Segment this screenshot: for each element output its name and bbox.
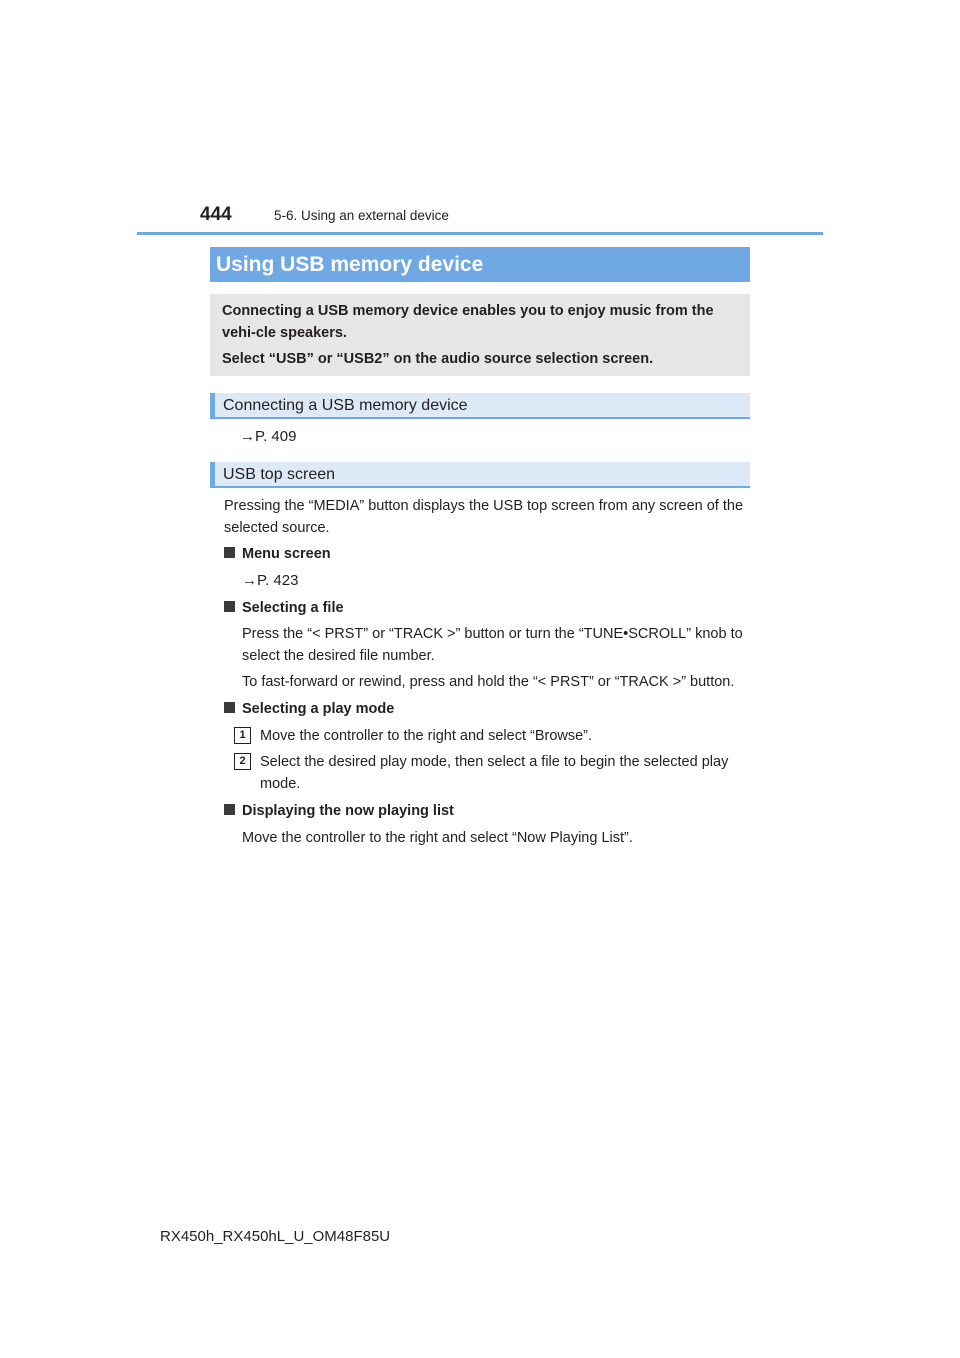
play-mode-heading: Selecting a play mode bbox=[224, 698, 394, 720]
square-bullet-icon bbox=[224, 601, 235, 612]
subsection-heading-connecting: Connecting a USB memory device bbox=[210, 393, 750, 419]
square-bullet-icon bbox=[224, 804, 235, 815]
footer-model-code: RX450h_RX450hL_U_OM48F85U bbox=[160, 1228, 391, 1245]
play-mode-step-1: Move the controller to the right and select “Browse”. bbox=[260, 728, 593, 744]
intro-text-2: Select “USB” or “USB2” on the audio source selection screen. bbox=[222, 351, 654, 367]
step-number-2: 2 bbox=[234, 753, 251, 770]
menu-screen-page-ref[interactable]: →P. 423 bbox=[242, 572, 299, 589]
now-playing-heading: Displaying the now playing list bbox=[224, 800, 454, 822]
usb-top-description: Pressing the “MEDIA” button displays the USB top screen from any screen of the selected source. bbox=[224, 498, 744, 536]
play-mode-step-2: Select the desired play mode, then select a file to begin the selected play mode. bbox=[260, 754, 729, 792]
page-number: 444 bbox=[200, 204, 232, 225]
header-divider bbox=[137, 232, 823, 235]
selecting-file-heading: Selecting a file bbox=[224, 597, 344, 619]
fast-forward-text: To fast-forward or rewind, press and hold the “< PRST” or “TRACK >” button. bbox=[242, 674, 735, 690]
selecting-file-text: Press the “< PRST” or “TRACK >” button or turn the “TUNE•SCROLL” knob to select the desired file number. bbox=[242, 626, 743, 664]
section-title: Using USB memory device bbox=[210, 247, 750, 282]
square-bullet-icon bbox=[224, 547, 235, 558]
now-playing-text: Move the controller to the right and select “Now Playing List”. bbox=[242, 830, 633, 846]
step-number-1: 1 bbox=[234, 727, 251, 744]
page-header bbox=[200, 204, 449, 232]
chapter-title: 5-6. Using an external device bbox=[274, 208, 449, 223]
menu-screen-heading: Menu screen bbox=[224, 543, 331, 565]
intro-text-1: Connecting a USB memory device enables you to enjoy music from the vehi-cle speakers. bbox=[222, 303, 714, 341]
square-bullet-icon bbox=[224, 702, 235, 713]
intro-box bbox=[210, 294, 750, 376]
subsection-heading-usb-top: USB top screen bbox=[210, 462, 750, 488]
connecting-page-ref[interactable]: →P. 409 bbox=[240, 428, 297, 445]
